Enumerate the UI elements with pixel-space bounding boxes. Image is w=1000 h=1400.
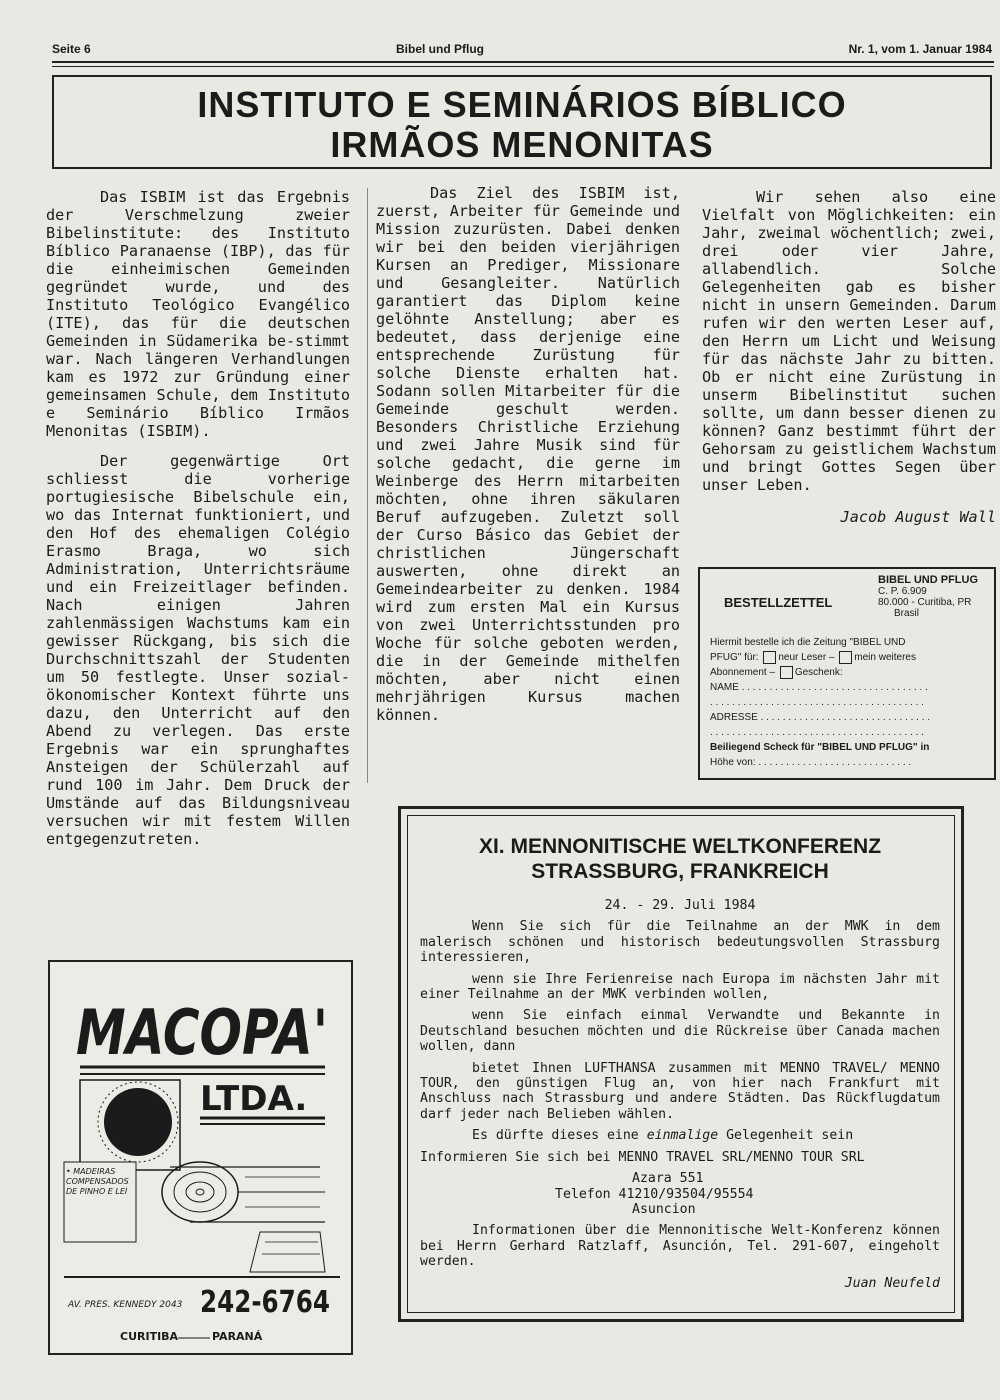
article-paragraph: Das Ziel des ISBIM ist, zuerst, Arbeiter für Gemeinde und Mission zuzurüsten. Dabei denken wir bei den beiden vierjährigen Kursen an Prediger, Missionare und Gesangleiter. Natürlich garantiert das Diplom keine gelöhnte Anstellung; aber es bedeutet, dass derjenige eine entsprechende Zurüstung für solche Dienste erhalten hat. Sodann sollen Mitarbeiter für die Gemeinde geschult werden. Besonders Christliche Erziehung und zwei Jahre Musik sind für solche gedacht, die gerne im Weinberge des Herrn mitarbeiten möchten, ohne ihren säkularen Beruf aufzugeben. Zuletzt soll der Curso Básico das Gebiet der christlichen Jüngerschaft auswerten, ohne direkt an Gemeindearbeiter zu denken. 1984 wird zum ersten Mal ein Kursus von zwei Unterrichtsstunden pro Woche für solche geboten werden, die in der Gemeinde mithelfen möchten, aber nicht einen mehrjährigen Kursus machen können. [376, 184, 680, 724]
address-field[interactable]: ADRESSE . . . . . . . . . . . . . . . . . . . . . . . . . . . . . . . [710, 712, 931, 723]
order-line-2a: PFUG" für: [710, 652, 759, 663]
article-paragraph: Wir sehen also eine Vielfalt von Möglichkeiten: ein Jahr, zweimal wöchentlich; zwei, drei oder vier Jahre, allabendlich. Solche Gelegenheiten gab es bisher nicht in unsern Gemeinden. Darum rufen wir den werten Leser auf, den Herrn um Licht und Weisung für das nächste Jahr zu bitten. Ob er nicht eine Zurüstung in unserm Bibelinstitut suchen sollte, um dann besser dienen zu können? Ganz bestimmt führt der Gehorsam zu geistlichem Wachstum und bringt Gottes Segen über unser Leben. [702, 188, 996, 494]
conference-paragraph: bietet Ihnen LUFTHANSA zusammen mit MENNO TRAVEL/ MENNO TOUR, den günstigen Flug an, von hier nach Frankfurt mit Anschluss nach Strassburg und andere Städten. Das Rückflugdatum darf jeder nach Belieben wählen. [420, 1060, 940, 1122]
page-number: Seite 6 [52, 42, 91, 56]
conference-notice [398, 806, 964, 1322]
conference-title-line1: XI. MENNONITISCHE WELTKONFERENZ [478, 835, 882, 858]
conference-p5c: Gelegenheit sein [726, 1128, 854, 1144]
conference-title [420, 834, 940, 884]
ad-state: PARANÁ [212, 1330, 263, 1343]
amount-field[interactable]: Höhe von: . . . . . . . . . . . . . . . . . . . . . . . . . . . . [710, 757, 912, 768]
conference-signature: Juan Neufeld [844, 1275, 940, 1291]
conference-date: 24. - 29. Juli 1984 [604, 898, 756, 913]
article-paragraph: Der gegenwärtige Ort schliesst die vorherige portugiesische Bibelschule ein, wo das Internat funktioniert, und den Hof des ehemaligen Colégio Erasmo Braga, wo sich Administration, Unterrichtsräume und ein Freizeitlager befinden. Nach einigen Jahren zahlenmässigen Wachstums kam ein gewisser Rückgang, bis sich die Durchschnittszahl der Studenten um 50 festlegte. Unser sozial-ökonomischer Kontext führte uns dazu, den Unterricht auf den Abend zu verlegen. Das erste Ergebnis war ein sprunghaftes Ansteigen der Schülerzahl auf rund 100 im Jahr. Dem Druck der Umstände auf das Bildungsniveau versuchen wir mit festem Willen entgegenzutreten. [46, 452, 350, 848]
ad-ltda: LTDA. [200, 1079, 308, 1119]
conference-paragraph [420, 1128, 940, 1143]
order-addr-3: Brasil [894, 608, 920, 619]
conference-address-1: Azara 551 [632, 1171, 704, 1187]
article-paragraph: Das ISBIM ist das Ergebnis der Verschmelzung zweier Bibelinstitute: des Instituto Bíblico Paranaense (IBP), das für die einheimischen Gemeinden gegründet wurde, und des Instituto Teológico Evangélico (ITE), das für die deutschen Gemeinden in Südamerika be-stimmt war. Nach längeren Verhandlungen kam es 1972 zur Gründung einer gemeinsamen Schule, dem Instituto e Seminário Bíblico Irmãos Menonitas (ISBIM). [46, 188, 350, 440]
order-line-3 [710, 665, 984, 680]
order-line-1: Hiermit bestelle ich die Zeitung "BIBEL UND [710, 637, 906, 648]
ad-address: AV. PRES. KENNEDY 2043 [68, 1300, 183, 1310]
ad-phone: 242-6764 [200, 1285, 330, 1320]
article-title-line2: IRMÃOS MENONITAS [330, 124, 714, 165]
order-line-3a: Abonnement – [710, 667, 776, 678]
order-line-3b: Geschenk: [794, 667, 843, 678]
name-field[interactable]: NAME . . . . . . . . . . . . . . . . . . . . . . . . . . . . . . . . . . [710, 682, 928, 693]
order-form-address [878, 575, 978, 619]
conference-address-2: Telefon 41210/93504/95554 [555, 1186, 754, 1202]
issue-date: Nr. 1, vom 1. Januar 1984 [848, 42, 992, 56]
article-column-2 [376, 184, 680, 736]
conference-paragraph: Wenn Sie sich für die Teilnahme an der MWK in dem malerisch schönen und historisch bedeutungsvollen Strassburg interessieren, [420, 919, 940, 966]
ad-product-text: • MADEIRAS COMPENSADOS DE PINHO E LEI [66, 1167, 129, 1196]
publication-name: Bibel und Pflug [396, 42, 484, 56]
conference-paragraph: wenn Sie einfach einmal Verwandte und Bekannte in Deutschland besuchen möchten und die Rückreise über Canada machen wollen, dann [420, 1008, 940, 1055]
order-line-2c: mein weiteres [854, 652, 916, 663]
sun-icon [104, 1088, 172, 1156]
gift-checkbox[interactable] [780, 666, 793, 679]
order-line-2b: neur Leser – [778, 652, 835, 663]
conference-paragraph: Informationen über die Mennonitische Welt-Konferenz können bei Herrn Gerhard Ratzlaff, Asunción, Tel. 291-607, eingeholt werden. [420, 1223, 940, 1270]
order-form-title: BESTELLZETTEL [724, 595, 833, 610]
ad-brand: MACOPA' [76, 996, 328, 1069]
conference-p5b: einmalige [646, 1128, 719, 1144]
name-field-extra[interactable]: . . . . . . . . . . . . . . . . . . . . . . . . . . . . . . . . . . . . . . . [710, 697, 924, 708]
macopa-ad-graphic [50, 962, 351, 1353]
conference-paragraph: Informieren Sie sich bei MENNO TRAVEL SRL/MENNO TOUR SRL [420, 1149, 865, 1165]
order-addr-1: C. P. 6.909 [878, 586, 927, 597]
conference-address-3: Asuncion [632, 1201, 696, 1217]
order-addr-name: BIBEL UND PFLUG [878, 574, 979, 586]
page-header [52, 42, 992, 62]
article-title-box [52, 75, 992, 169]
address-field-extra[interactable]: . . . . . . . . . . . . . . . . . . . . . . . . . . . . . . . . . . . . . . . [710, 727, 924, 738]
conference-title-line2: STRASSBURG, FRANKREICH [531, 860, 829, 883]
order-addr-2: 80.000 - Curitiba, PR [878, 597, 972, 608]
macopa-advertisement [48, 960, 353, 1355]
conference-paragraph: wenn sie Ihre Ferienreise nach Europa im nächsten Jahr mit einer Teilnahme an der MWK verbinden wollen, [420, 971, 940, 1003]
article-column-1 [46, 188, 350, 860]
article-signature: Jacob August Wall [840, 508, 996, 526]
article-column-3 [702, 188, 996, 538]
order-form [698, 567, 996, 780]
order-cheque-line: Beiliegend Scheck für "BIBEL UND PFLUG" in [710, 742, 930, 753]
header-rule [52, 61, 994, 63]
renewal-checkbox[interactable] [839, 651, 852, 664]
order-line-2 [710, 650, 984, 665]
ad-city: CURITIBA [120, 1330, 179, 1343]
column-divider [367, 188, 368, 783]
header-rule-thin [52, 66, 994, 67]
conference-p5a: Es dürfte dieses eine [472, 1128, 639, 1144]
article-title-line1: INSTITUTO E SEMINÁRIOS BÍBLICO [197, 84, 847, 125]
new-reader-checkbox[interactable] [763, 651, 776, 664]
